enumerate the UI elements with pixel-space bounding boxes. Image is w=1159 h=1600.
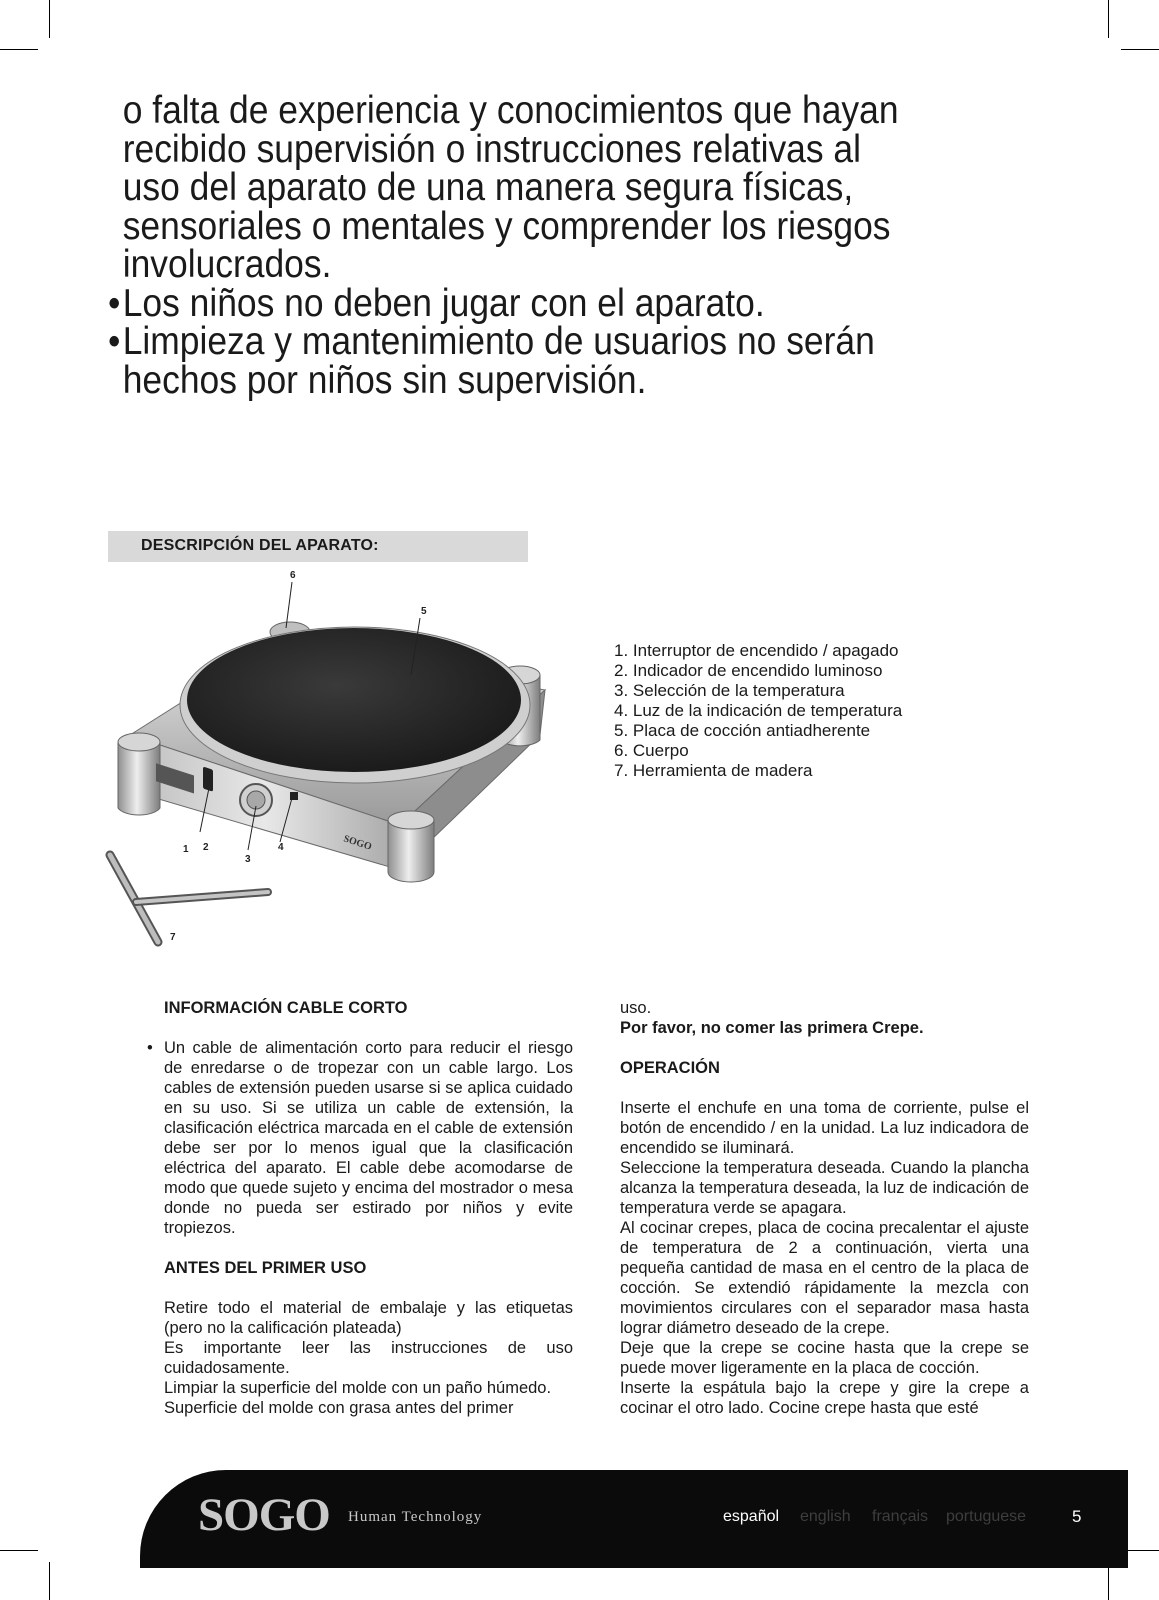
language-espanol: español: [723, 1508, 780, 1525]
callout-4: 4: [278, 842, 284, 853]
intro-text: [108, 89, 936, 402]
paragraph: uso.: [620, 999, 652, 1017]
power-switch: [203, 766, 213, 791]
brand-tagline: Human Technology: [348, 1509, 483, 1525]
paragraph: Al cocinar crepes, placa de cocina precalentar el ajuste de temperatura de 2 a continuación, vierta una pequeña cantidad de masa en el centro de la placa de cocción. Se extendió rápidamente la mezcla con movimientos circulares con el separador masa hasta lograr diámetro deseado de la crepe.: [620, 1219, 1029, 1337]
paragraph: Inserte el enchufe en una toma de corriente, pulse el botón de encendido / en la unidad. La luz indicadora de encendido se iluminará.: [620, 1099, 1029, 1157]
callout-6: 6: [290, 570, 296, 581]
intro-bullet: [108, 320, 936, 363]
paragraph: Un cable de alimentación corto para reducir el riesgo de enredarse o de tropezar con un cable largo. Los cables de extensión pueden usarse si se aplica cuidado en su uso. Si se utiliza un cable de extensión, la clasificación eléctrica marcada en el cable de extensión debe ser por lo menos igual que la clasificación eléctrica del aparato. El cable debe acomodarse de modo que quede sujeto y encima del mostrador o mesa donde no pueda ser estirado por niños y evite tropiezos.: [164, 1039, 573, 1237]
intro-line: hechos por niños sin supervisión.: [122, 358, 647, 402]
heading-short-cord: INFORMACIÓN CABLE CORTO: [164, 999, 408, 1017]
crop-mark: [1108, 0, 1109, 38]
device-brand: SOGO: [342, 833, 373, 853]
brand-logo: SOGO: [198, 1489, 330, 1541]
callout-2: 2: [203, 842, 209, 853]
bullet-marker: •: [108, 320, 121, 363]
crop-mark: [0, 49, 38, 50]
parts-list-item: 1. Interruptor de encendido / apagado: [614, 641, 899, 660]
intro-line: uso del aparato de una manera segura físicas,: [122, 166, 854, 209]
intro-bullet-text: Limpieza y mantenimiento de usuarios no serán: [122, 320, 875, 363]
crop-mark: [49, 0, 50, 38]
parts-list-item: 6. Cuerpo: [614, 741, 689, 760]
right-column: [620, 998, 1029, 1418]
corner-post: [118, 742, 160, 815]
intro-line: sensoriales o mentales y comprender los riesgos: [122, 204, 891, 248]
paragraph: Retire todo el material de embalaje y las etiquetas (pero no la calificación plateada): [164, 1299, 573, 1337]
heading-before-first-use: ANTES DEL PRIMER USO: [164, 1259, 367, 1277]
intro-line: o falta de experiencia y conocimientos que hayan: [122, 89, 899, 132]
parts-list-item: 3. Selección de la temperatura: [614, 681, 845, 700]
intro-bullet: [108, 281, 936, 325]
callout-1: 1: [183, 844, 189, 855]
heading-operation: OPERACIÓN: [620, 1059, 720, 1077]
parts-list-item: 5. Placa de cocción antiadherente: [614, 721, 871, 740]
crop-mark: [1121, 49, 1159, 50]
paragraph: Seleccione la temperatura deseada. Cuando la plancha alcanza la temperatura deseada, la luz de indicación de temperatura verde se apagara.: [620, 1159, 1029, 1217]
language-portuguese: portuguese: [946, 1508, 1027, 1525]
paragraph: Deje que la crepe se cocine hasta que la crepe se puede mover ligeramente en la placa de cocción.: [620, 1339, 1029, 1377]
cooking-plate: [187, 628, 521, 772]
parts-list-item: 2. Indicador de encendido luminoso: [614, 661, 883, 680]
crop-mark: [0, 1550, 38, 1551]
paragraph: Superficie del molde con grasa antes del primer: [164, 1399, 514, 1417]
paragraph: Es importante leer las instrucciones de uso cuidadosamente.: [164, 1339, 573, 1377]
appliance-illustration: [100, 570, 570, 970]
section-header: [108, 531, 528, 562]
crop-mark: [49, 1562, 50, 1600]
paragraph: Limpiar la superficie del molde con un paño húmedo.: [164, 1379, 552, 1397]
intro-bullet-text: Los niños no deben jugar con el aparato.: [122, 281, 765, 325]
temperature-light: [290, 792, 298, 800]
intro-line: recibido supervisión o instrucciones relativas al: [122, 127, 861, 171]
page-number: 5: [1072, 1507, 1082, 1526]
section-title: DESCRIPCIÓN DEL APARATO:: [141, 537, 379, 554]
callout-5: 5: [421, 606, 427, 617]
paragraph: Inserte la espátula bajo la crepe y gire la crepe a cocinar el otro lado. Cocine crepe hasta que esté: [620, 1379, 1029, 1417]
bullet-item: [147, 1038, 573, 1238]
left-column: [147, 998, 573, 1418]
parts-list: [614, 641, 1034, 781]
corner-post: [118, 733, 160, 751]
bullet-marker: •: [147, 1039, 153, 1057]
corner-post: [388, 811, 434, 829]
parts-list-item: 7. Herramienta de madera: [614, 761, 813, 780]
language-francais: français: [872, 1508, 929, 1525]
callout-line: [286, 582, 292, 628]
callout-7: 7: [170, 932, 176, 943]
intro-line: involucrados.: [122, 243, 332, 286]
parts-list-item: 4. Luz de la indicación de temperatura: [614, 701, 903, 720]
callout-3: 3: [245, 854, 251, 865]
bold-note: Por favor, no comer las primera Crepe.: [620, 1019, 924, 1037]
bullet-marker: •: [108, 281, 121, 325]
language-english: english: [800, 1508, 851, 1525]
